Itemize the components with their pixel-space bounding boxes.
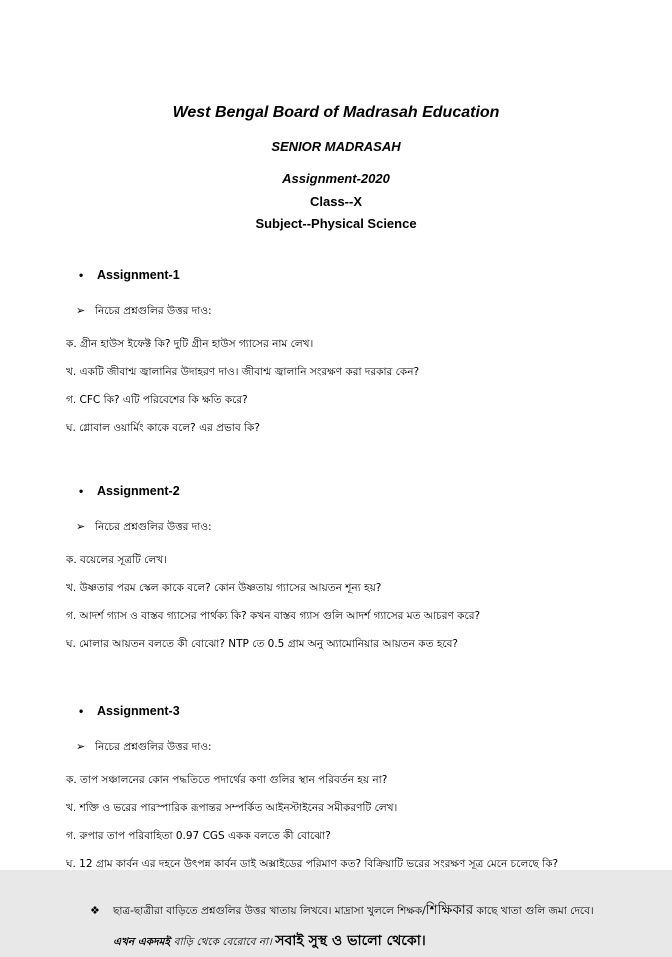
board-subtitle: SENIOR MADRASAH — [271, 138, 401, 154]
assignment-1-section — [0, 268, 672, 436]
assignment-2-heading-label: Assignment-2 — [97, 484, 180, 499]
question-line: খ. শক্তি ও ভরের পারস্পারিক রূপান্তর সম্পর্কিত আইনস্টাইনের সমীকরণটি লেখ। — [66, 801, 398, 814]
arrow-bullet-icon: ➢ — [76, 739, 86, 753]
footer-note — [0, 896, 672, 956]
subject-line: Subject--Physical Science — [255, 215, 417, 231]
document-header — [0, 0, 672, 231]
arrow-bullet-icon: ➢ — [76, 303, 86, 317]
question-line: ঘ. 12 গ্রাম কার্বন এর দহনে উৎপন্ন কার্বন ডাই অক্সাইডের পরিমাণ কত? বিক্রিয়াটি ভরের সংরক্ষণ সূত্র মেনে চলেছে কি? — [66, 857, 559, 870]
diamond-bullet-icon: ❖ — [90, 904, 100, 918]
instruction-text: নিচের প্রশ্নগুলির উত্তর দাও: — [95, 740, 212, 753]
page-title: West Bengal Board of Madrasah Education — [172, 104, 500, 121]
footer-note-text: কাছে খাতা গুলি জমা দেবে। — [473, 905, 594, 918]
instruction-line — [0, 740, 672, 757]
assignment-1-heading-label: Assignment-1 — [97, 267, 180, 282]
assignment-1-heading — [0, 268, 672, 282]
assignment-2-heading — [0, 484, 672, 498]
assignment-3-heading — [0, 704, 672, 718]
arrow-bullet-icon: ➢ — [76, 520, 86, 534]
question-line: ক. তাপ সঞ্চালনের কোন পদ্ধতিতে পদার্থের কণা গুলির স্থান পরিবর্তন হয় না? — [66, 773, 388, 786]
bullet-icon: • — [79, 703, 84, 718]
footer-note-closing: সবাই সুস্থ ও ভালো থেকো। — [275, 932, 426, 949]
footer-note-italic: বাড়ি থেকে বেরোবে না। — [173, 935, 276, 948]
question-line: ক. গ্রীন হাউস ইফেক্ট কি? দুটি গ্রীন হাউস গ্যাসের নাম লেখ। — [66, 337, 314, 350]
assignment-year: Assignment-2020 — [282, 170, 390, 186]
question-line: খ. উষ্ণতার পরম স্কেল কাকে বলে? কোন উষ্ণতায় গ্যাসের আয়তন শূন্য হয়? — [66, 582, 382, 595]
footer-note-teacher-word: শিক্ষিকার — [425, 902, 474, 919]
instruction-text: নিচের প্রশ্নগুলির উত্তর দাও: — [95, 521, 212, 534]
question-line: গ. রুপার তাপ পরিবাহিতা 0.97 CGS একক বলতে কী বোঝো? — [66, 829, 331, 842]
question-line: খ. একটি জীবাশ্ম জ্বালানির উদাহরণ দাও। জীবাশ্ম জ্বালানি সংরক্ষণ করা দরকার কেন? — [66, 365, 420, 378]
question-line: ঘ. গ্লোবাল ওয়ার্মিং কাকে বলে? এর প্রভাব কি? — [66, 421, 260, 434]
footer-note-text: ছাত্র-ছাত্রীরা বাড়িতে প্রশ্নগুলির উত্তর খাতায় লিখবে। মাদ্রাসা খুললে শিক্ষক/ — [113, 905, 426, 918]
bullet-icon: • — [79, 267, 84, 282]
instruction-line — [0, 520, 672, 537]
question-line: ক. বয়েলের সূত্রটি লেখ। — [66, 554, 167, 567]
instruction-text: নিচের প্রশ্নগুলির উত্তর দাও: — [95, 304, 212, 317]
question-line: গ. CFC কি? এটি পরিবেশের কি ক্ষতি করে? — [66, 393, 248, 406]
bullet-icon: • — [79, 484, 84, 499]
instruction-line — [0, 304, 672, 321]
question-line: ঘ. মোলার আয়তন বলতে কী বোঝো? NTP তে 0.5 গ্রাম অনু অ্যামোনিয়ার আয়তন কত হবে? — [66, 638, 459, 651]
class-line: Class--X — [309, 193, 363, 209]
question-line: গ. আদর্শ গ্যাস ও বাস্তব গ্যাসের পার্থক্য কি? কখন বাস্তব গ্যাস গুলি আদর্শ গ্যাসের মত আচরণ করে? — [66, 610, 481, 623]
footer-note-emphasis: এখন একদমই — [113, 935, 174, 948]
assignment-3-heading-label: Assignment-3 — [97, 703, 180, 718]
assignment-3-section — [0, 704, 672, 872]
assignment-2-section — [0, 484, 672, 652]
